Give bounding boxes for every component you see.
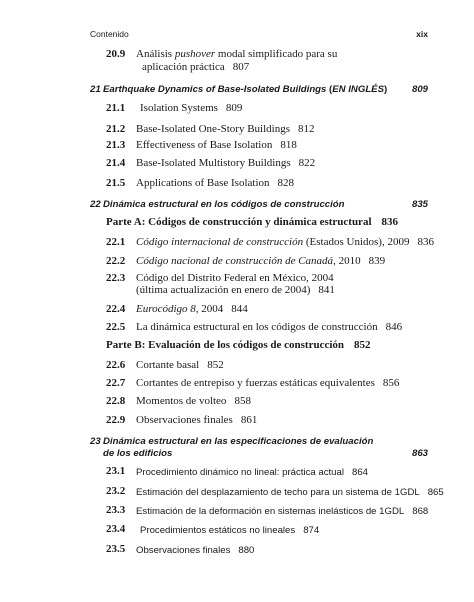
- page-number: 846: [385, 321, 403, 333]
- toc-part-b[interactable]: [106, 339, 371, 351]
- page-number: 828: [277, 177, 295, 189]
- page-number: 868: [412, 506, 429, 517]
- page-number: 844: [231, 303, 248, 315]
- section-number: 23.5: [106, 543, 126, 555]
- section-title: Estimación de la deformación en sistemas inelásticos de 1GDL: [136, 506, 405, 517]
- section-number: 21.2: [106, 123, 126, 135]
- section-number: 23.4: [106, 523, 126, 535]
- chapter-number: 21: [90, 84, 101, 95]
- section-number: 21.3: [106, 139, 126, 151]
- chapter-number: 23: [90, 436, 101, 447]
- page-number: 818: [280, 139, 297, 151]
- page-number: 809: [411, 84, 428, 95]
- section-number: 20.9: [106, 48, 126, 60]
- page-number: 865: [427, 487, 444, 498]
- section-title-rest: , 2010: [333, 255, 361, 267]
- section-title: Effectiveness of Base Isolation: [136, 139, 273, 151]
- chapter-title-line-1: Dinámica estructural en las especificaciones de evaluación: [103, 436, 374, 447]
- page-number: 839: [368, 255, 386, 267]
- section-title: Estimación del desplazamiento de techo para un sistema de 1GDL: [136, 487, 420, 498]
- page-number: 858: [234, 395, 251, 407]
- section-number: 22.1: [106, 236, 126, 248]
- section-title: Procedimiento dinámico no lineal: práctica actual: [136, 467, 344, 478]
- section-title: Base-Isolated One-Story Buildings: [136, 123, 290, 135]
- running-header-page-number: xix: [416, 29, 428, 39]
- page-number: 822: [298, 157, 316, 169]
- page-number: 880: [238, 545, 255, 556]
- section-title: Cortantes de entrepiso y fuerzas estáticas equivalentes: [136, 377, 375, 389]
- section-number: 22.2: [106, 255, 126, 267]
- section-title: Isolation Systems: [140, 102, 218, 114]
- page-number: 809: [225, 102, 243, 114]
- part-title: Parte A: Códigos de construcción y dinámica estructural: [106, 216, 372, 228]
- section-number: 22.6: [106, 359, 126, 371]
- page-number: 863: [411, 448, 428, 459]
- section-number: 23.1: [106, 465, 126, 477]
- page-number: 852: [354, 339, 371, 351]
- page-number: 807: [232, 61, 250, 73]
- section-number: 22.4: [106, 303, 126, 315]
- section-title-line-2: (última actualización en enero de 2004): [136, 284, 311, 296]
- section-number: 22.8: [106, 395, 126, 407]
- page-number: 852: [207, 359, 224, 371]
- chapter-number: 22: [90, 199, 101, 210]
- section-title-italic: Código nacional de construcción de Canadá: [136, 255, 334, 267]
- section-title-rest: , 2004: [195, 303, 224, 315]
- section-title: Observaciones finales: [136, 414, 233, 426]
- toc-part-a[interactable]: [106, 216, 398, 228]
- section-title-italic: Eurocódigo 8: [136, 303, 196, 315]
- page-number: 864: [351, 467, 368, 478]
- part-title: Parte B: Evaluación de los códigos de construcción: [106, 339, 345, 351]
- chapter-title: Earthquake Dynamics of Base-Isolated Buildings (EN INGLÉS): [103, 84, 388, 95]
- section-title-italic: Código internacional de construcción: [136, 236, 304, 248]
- section-number: 21.4: [106, 157, 126, 169]
- section-number: 22.9: [106, 414, 126, 426]
- section-title: Observaciones finales: [136, 545, 231, 556]
- section-title: Momentos de volteo: [136, 395, 227, 407]
- page-number: 835: [411, 199, 428, 210]
- section-number: 23.2: [106, 485, 126, 497]
- chapter-title-line-2: de los edificios: [103, 448, 173, 459]
- section-title: Cortante basal: [136, 359, 200, 371]
- section-title-line-1: Código del Distrito Federal en México, 2004: [136, 272, 334, 284]
- page-number: 812: [297, 123, 315, 135]
- section-title: Procedimientos estáticos no lineales: [140, 525, 296, 536]
- page-number: 841: [318, 284, 335, 296]
- section-number: 21.1: [106, 102, 126, 114]
- section-number: 22.7: [106, 377, 126, 389]
- section-number: 23.3: [106, 504, 126, 516]
- section-title: La dinámica estructural en los códigos de construcción: [136, 321, 378, 333]
- section-number: 22.3: [106, 272, 126, 284]
- running-header-left: Contenido: [90, 29, 129, 39]
- section-title: Base-Isolated Multistory Buildings: [136, 157, 291, 169]
- page-number: 836: [417, 236, 434, 248]
- page-number: 856: [382, 377, 400, 389]
- section-title-line-2: aplicación práctica: [142, 61, 225, 73]
- chapter-title: Dinámica estructural en los códigos de construcción: [103, 199, 345, 210]
- section-title-line-1: Análisis pushover modal simplificado para su: [136, 48, 338, 60]
- section-number: 21.5: [106, 177, 126, 189]
- section-number: 22.5: [106, 321, 126, 333]
- section-title: Applications of Base Isolation: [136, 177, 270, 189]
- section-title-rest: (Estados Unidos), 2009: [303, 236, 410, 248]
- page-number: 874: [303, 525, 320, 536]
- page-number: 861: [240, 414, 258, 426]
- page-number: 836: [381, 216, 398, 228]
